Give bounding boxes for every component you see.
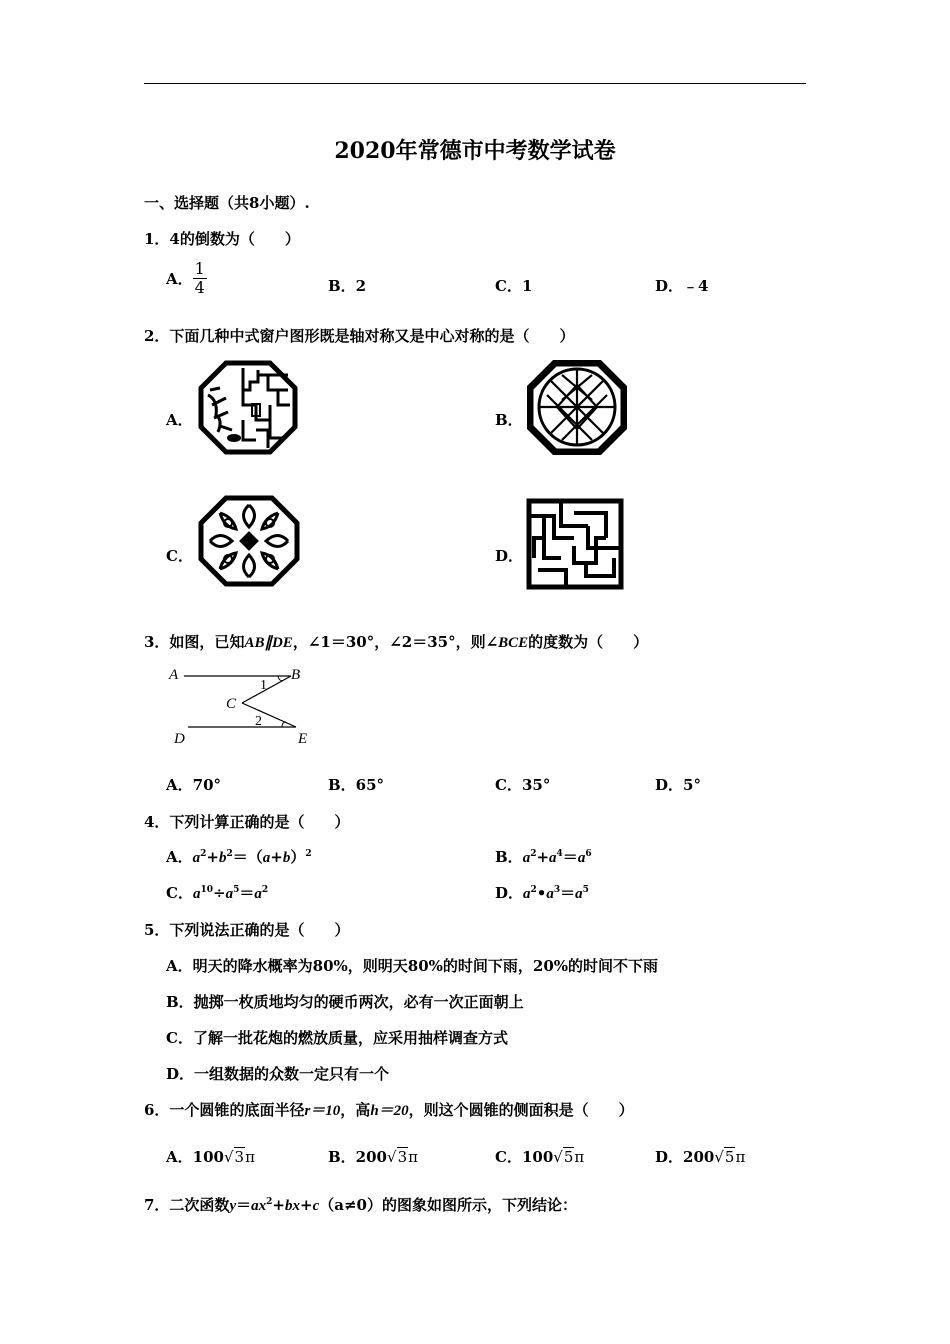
sqrt-symbol: √3 [223,1148,245,1166]
label-a: A [169,667,179,683]
q6-option-d: D．200√5π [655,1148,746,1166]
q2-option-d: D． [495,547,524,565]
q4-option-c: C．$a^{10}\div a^5=a^2$ [166,884,269,902]
sqrt-symbol: √3 [387,1148,408,1166]
q6-option-c: C．100√5π [495,1148,585,1166]
q1-option-c: C．1 [495,277,533,295]
q5-option-a: A．明天的降水概率为80%，则明天80%的时间下雨，20%的时间不下雨 [166,957,659,975]
q2-option-b: B． [495,411,523,429]
q6-option-b: B．200√3π [328,1148,418,1166]
q2-option-a: A． [166,411,193,429]
header-rule [144,83,806,84]
label-b: B [291,667,301,683]
q1-stem: 1．4的倒数为（ ） [144,230,300,248]
label-c: C [226,696,237,712]
q3-geometry-figure [166,660,316,750]
q5-option-b: B．抛掷一枚质地均匀的硬币两次，必有一次正面朝上 [166,993,524,1011]
q3-option-c: C．35° [495,776,551,794]
sqrt-symbol: √5 [714,1148,735,1166]
angle-2-label: 2 [255,714,262,729]
q2-stem: 2．下面几种中式窗户图形既是轴对称又是中心对称的是（ ） [144,327,575,345]
label-e: E [298,731,308,747]
window-c-image [198,495,300,587]
q3-option-a: A．70° [166,776,222,794]
angle-1-label: 1 [260,678,267,693]
q5-option-c: C．了解一批花炮的燃放质量，应采用抽样调查方式 [166,1029,508,1047]
q4-option-b: B．$a^2+a^4=a^6$ [495,848,592,866]
q2-option-c: C． [166,547,193,565]
q1-option-b: B．2 [328,277,367,295]
q6-stem: 6．一个圆锥的底面半径r＝10，高h＝20，则这个圆锥的侧面积是（ ） [144,1101,634,1119]
window-b-image [527,360,627,455]
q4-option-a: A．$a^2+b^2=(a+b)^2$ [166,848,312,866]
label-d: D [174,731,185,747]
sqrt-symbol: √5 [553,1148,574,1166]
q7-stem: 7．二次函数$y=ax^2+bx+c(a\ne 0)$的图象如图所示，下列结论： [144,1196,577,1214]
window-a-image [198,360,298,455]
q3-stem: 3．如图，已知AB∥DE，∠1＝30°，∠2＝35°，则∠BCE的度数为（ ） [144,633,649,651]
q5-stem: 5．下列说法正确的是（ ） [144,921,350,939]
section-heading: 一、选择题（共8小题）. [144,194,310,212]
q1-option-a [166,260,207,297]
q3-option-b: B．65° [328,776,385,794]
window-d-image [526,498,624,590]
q6-option-a: A．100√3π [166,1148,255,1166]
page-title: 2020年常德市中考数学试卷 [334,138,616,164]
q3-option-d: D．5° [655,776,701,794]
q4-option-d: D．$a^2•a^3=a^5$ [495,884,589,902]
fraction: $\frac{1}{4}$ [194,259,205,297]
q5-option-d: D．一组数据的众数一定只有一个 [166,1065,390,1083]
segment-ce [242,703,296,727]
q1-option-a-label: A． [166,270,193,288]
q4-stem: 4．下列计算正确的是（ ） [144,813,350,831]
q1-option-d: D．﹣4 [655,277,709,295]
